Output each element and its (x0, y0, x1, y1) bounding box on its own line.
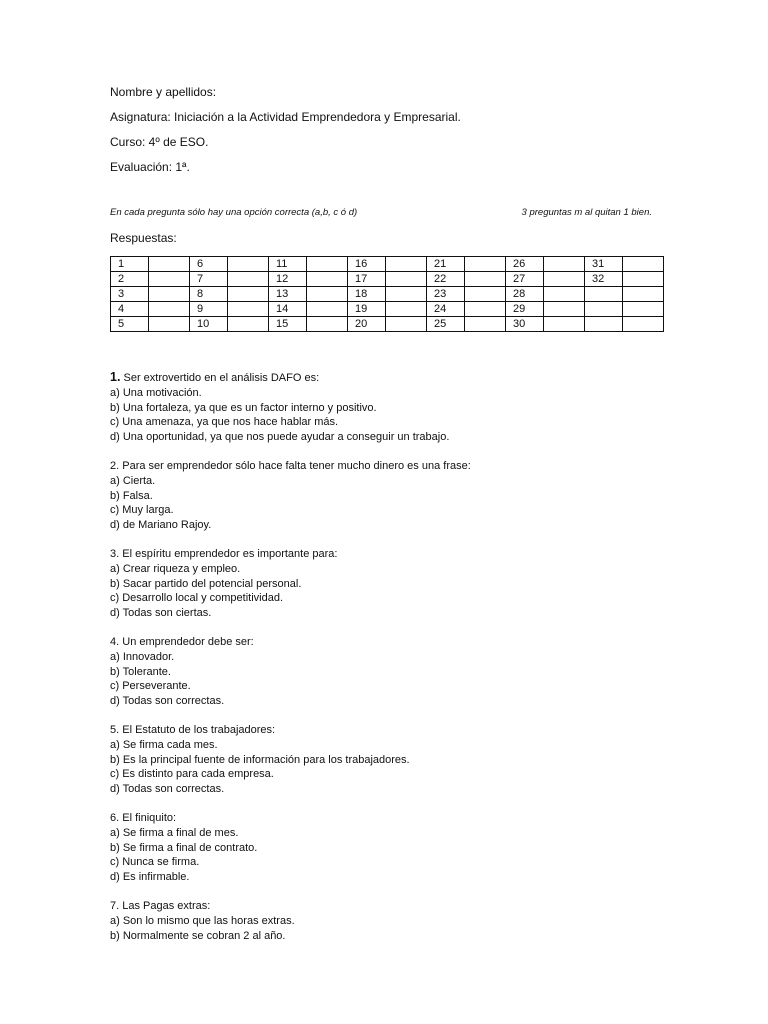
answer-option: a) Crear riqueza y empleo. (110, 563, 241, 575)
answer-box[interactable] (307, 317, 348, 332)
answer-box[interactable] (623, 272, 664, 287)
course-line: Curso: 4º de ESO. (110, 135, 209, 149)
answers-row (111, 317, 664, 332)
answer-box[interactable] (149, 302, 190, 317)
question-number: 4. (110, 636, 120, 648)
answers-table (110, 256, 664, 332)
question-block (110, 370, 670, 444)
answer-number-cell: 20 (348, 317, 386, 332)
answer-box[interactable] (465, 287, 506, 302)
question-stem (110, 547, 670, 562)
question-number: 5. (110, 724, 120, 736)
answer-box[interactable] (544, 317, 585, 332)
answer-number-cell: 9 (190, 302, 228, 317)
question-block (110, 635, 670, 708)
answer-option: d) Es infirmable. (110, 870, 190, 883)
answer-option: c) Nunca se firma. (110, 856, 200, 868)
answer-option: b) Tolerante. (110, 665, 171, 678)
answer-option: a) Una motivación. (110, 387, 202, 399)
answer-number-cell: 7 (190, 272, 228, 287)
answer-number-cell: 3 (111, 287, 149, 302)
question-text: El espíritu emprendedor es importante para: (119, 548, 338, 560)
question-text: El finiquito: (119, 812, 177, 824)
answer-number-cell: 8 (190, 287, 228, 302)
question-block (110, 547, 670, 620)
answer-box[interactable] (228, 272, 269, 287)
question-block (110, 459, 670, 532)
answer-option: a) Se firma a final de mes. (110, 827, 239, 839)
answer-number-cell: 18 (348, 287, 386, 302)
answer-option: d) Todas son correctas. (110, 782, 225, 795)
answer-box[interactable] (623, 287, 664, 302)
question-text: Para ser emprendedor sólo hace falta tener mucho dinero es una frase: (119, 460, 471, 472)
question-stem (110, 459, 670, 474)
answer-option: b) Sacar partido del potencial personal. (110, 577, 302, 590)
answer-number-cell: 14 (269, 302, 307, 317)
answer-option: b) Normalmente se cobran 2 al año. (110, 929, 286, 942)
answer-box[interactable] (228, 287, 269, 302)
answer-number-cell: 23 (427, 287, 465, 302)
instructions-left: En cada pregunta sólo hay una opción correcta (a,b, c ó d) (110, 207, 358, 218)
answer-number-cell: 5 (111, 317, 149, 332)
question-number: 7. (110, 900, 120, 912)
answer-box[interactable] (149, 317, 190, 332)
answers-row (111, 287, 664, 302)
question-stem (110, 370, 670, 386)
answer-option: b) Se firma a final de contrato. (110, 841, 258, 854)
answer-option: c) Muy larga. (110, 504, 174, 516)
answer-box[interactable] (386, 287, 427, 302)
answer-box[interactable] (465, 257, 506, 272)
answer-number-cell: 4 (111, 302, 149, 317)
question-number: 6. (110, 812, 120, 824)
answer-number-cell: 28 (506, 287, 544, 302)
questions-list (110, 370, 670, 958)
answer-box[interactable] (386, 272, 427, 287)
question-block (110, 811, 670, 884)
question-stem (110, 635, 670, 650)
answer-number-cell: 21 (427, 257, 465, 272)
question-text: El Estatuto de los trabajadores: (119, 724, 276, 736)
question-stem (110, 899, 670, 914)
answer-box[interactable] (307, 272, 348, 287)
answer-number-cell: 19 (348, 302, 386, 317)
answer-number-cell: 25 (427, 317, 465, 332)
answer-option: d) de Mariano Rajoy. (110, 518, 212, 531)
answers-row (111, 272, 664, 287)
answer-option: a) Cierta. (110, 475, 156, 487)
answer-number-cell: 26 (506, 257, 544, 272)
answer-box[interactable] (465, 317, 506, 332)
answer-box[interactable] (228, 257, 269, 272)
answer-number-cell (585, 287, 623, 302)
answer-box[interactable] (544, 272, 585, 287)
answer-number-cell: 29 (506, 302, 544, 317)
question-text: Las Pagas extras: (119, 900, 211, 912)
answer-box[interactable] (623, 302, 664, 317)
answer-option: a) Innovador. (110, 651, 175, 663)
answer-option: a) Son lo mismo que las horas extras. (110, 915, 295, 927)
answer-number-cell: 27 (506, 272, 544, 287)
answer-number-cell: 6 (190, 257, 228, 272)
answer-option: d) Una oportunidad, ya que nos puede ayudar a conseguir un trabajo. (110, 430, 450, 443)
answer-box[interactable] (465, 302, 506, 317)
answers-row (111, 257, 664, 272)
question-text: Ser extrovertido en el análisis DAFO es: (120, 372, 320, 384)
answer-box[interactable] (149, 287, 190, 302)
answer-number-cell: 32 (585, 272, 623, 287)
name-label: Nombre y apellidos: (110, 85, 217, 99)
answer-number-cell: 13 (269, 287, 307, 302)
answer-box[interactable] (386, 257, 427, 272)
answer-option: b) Una fortaleza, ya que es un factor interno y positivo. (110, 401, 377, 414)
answer-option: d) Todas son correctas. (110, 694, 225, 707)
answer-box[interactable] (623, 317, 664, 332)
answer-box[interactable] (307, 257, 348, 272)
question-stem (110, 723, 670, 738)
answer-box[interactable] (149, 272, 190, 287)
question-block (110, 723, 670, 796)
answer-box[interactable] (307, 287, 348, 302)
answer-box[interactable] (544, 302, 585, 317)
answer-option: b) Falsa. (110, 489, 153, 502)
answer-option: a) Se firma cada mes. (110, 739, 218, 751)
answer-option: c) Desarrollo local y competitividad. (110, 592, 284, 604)
answer-number-cell: 31 (585, 257, 623, 272)
answer-box[interactable] (228, 302, 269, 317)
answer-box[interactable] (307, 302, 348, 317)
answer-number-cell: 15 (269, 317, 307, 332)
answer-number-cell: 24 (427, 302, 465, 317)
answers-label: Respuestas: (110, 231, 177, 245)
answer-box[interactable] (149, 257, 190, 272)
instructions-right: 3 preguntas m al quitan 1 bien. (521, 207, 652, 218)
instructions (110, 207, 652, 219)
answer-box[interactable] (386, 317, 427, 332)
question-number: 3. (110, 548, 120, 560)
answer-box[interactable] (386, 302, 427, 317)
answer-number-cell (585, 317, 623, 332)
answer-box[interactable] (544, 287, 585, 302)
answer-number-cell: 11 (269, 257, 307, 272)
answer-number-cell: 12 (269, 272, 307, 287)
answer-box[interactable] (544, 257, 585, 272)
answer-option: c) Perseverante. (110, 680, 191, 692)
answer-number-cell: 16 (348, 257, 386, 272)
answer-box[interactable] (465, 272, 506, 287)
answer-option: b) Es la principal fuente de información para los trabajadores. (110, 753, 410, 766)
answer-number-cell: 30 (506, 317, 544, 332)
question-number: 1. (110, 370, 121, 384)
question-number: 2. (110, 460, 120, 472)
answer-option: c) Es distinto para cada empresa. (110, 768, 274, 780)
answer-number-cell: 1 (111, 257, 149, 272)
question-stem (110, 811, 670, 826)
answer-number-cell: 17 (348, 272, 386, 287)
answer-number-cell: 22 (427, 272, 465, 287)
answer-number-cell (585, 302, 623, 317)
question-text: Un emprendedor debe ser: (119, 636, 254, 648)
answer-box[interactable] (623, 257, 664, 272)
answer-number-cell: 10 (190, 317, 228, 332)
question-block (110, 899, 670, 943)
answer-number-cell: 2 (111, 272, 149, 287)
answer-option: d) Todas son ciertas. (110, 606, 212, 619)
answers-row (111, 302, 664, 317)
subject-line: Asignatura: Iniciación a la Actividad Emprendedora y Empresarial. (110, 110, 461, 124)
answer-option: c) Una amenaza, ya que nos hace hablar más. (110, 416, 339, 428)
evaluation-line: Evaluación: 1ª. (110, 160, 190, 174)
answer-box[interactable] (228, 317, 269, 332)
